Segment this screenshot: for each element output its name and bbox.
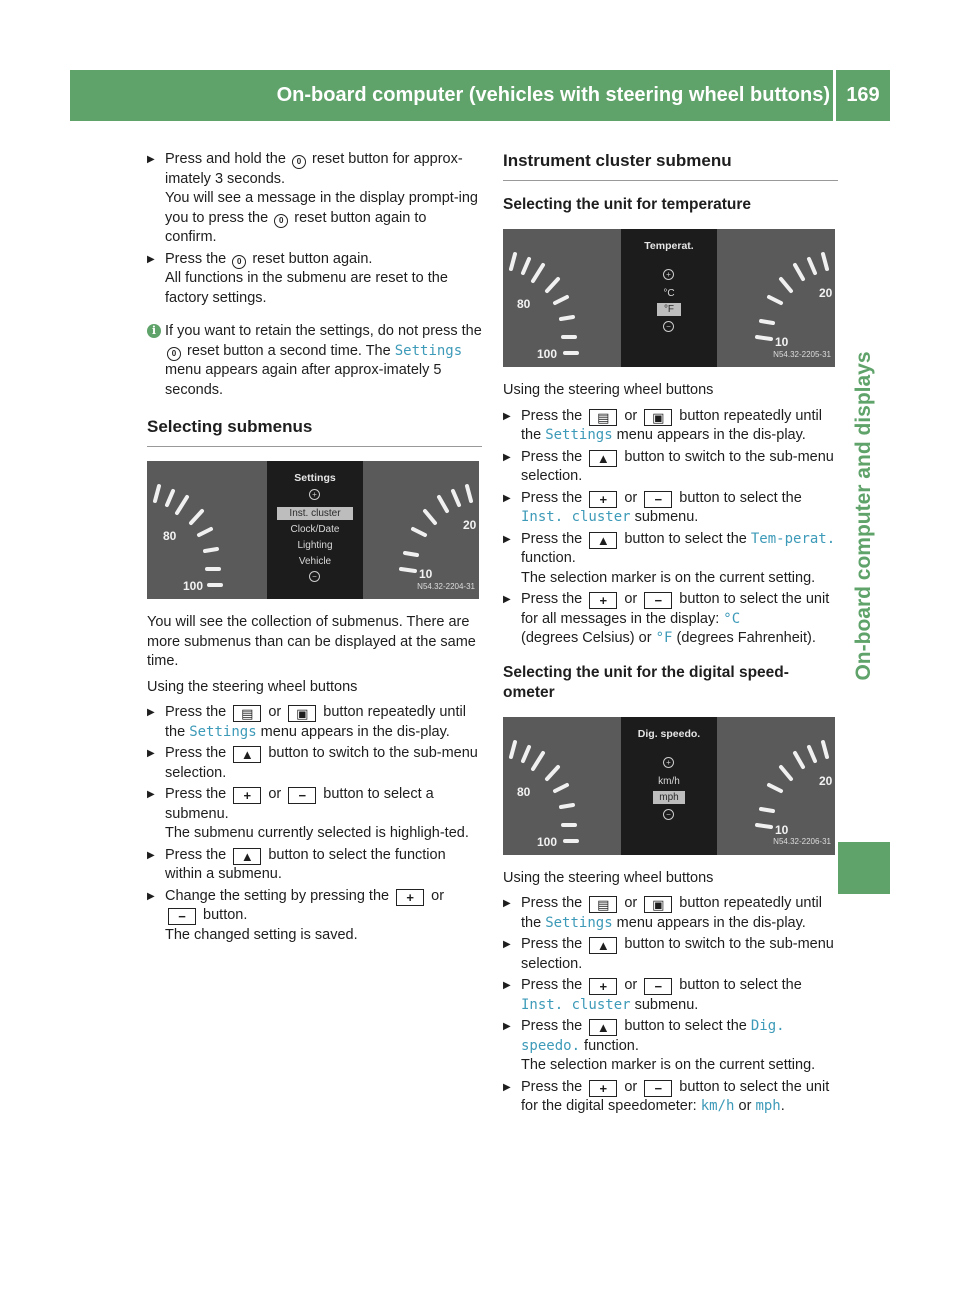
- display-title: Temperat.: [644, 240, 694, 252]
- step-text: or: [624, 977, 638, 993]
- step: [503, 1017, 838, 1076]
- step-reset-hold: [147, 150, 482, 248]
- step-text: menu appears in the dis-play.: [616, 914, 806, 931]
- subsection-heading: Selecting the unit for the digital speed-ometer: [503, 663, 789, 701]
- figure-code: N54.32-2206-31: [773, 837, 831, 846]
- plus-button-icon: +: [589, 1080, 617, 1097]
- display-code: Settings: [394, 342, 463, 359]
- up-arrow-button-icon: ▲: [233, 746, 261, 763]
- step-text: (degrees Celsius) or: [521, 630, 652, 646]
- plus-button-icon: +: [589, 491, 617, 508]
- step-text: button to switch to the sub-menu selection.: [165, 745, 478, 781]
- gauge-label: 100: [183, 579, 204, 593]
- gauge-label: 100: [537, 834, 558, 849]
- step: [503, 976, 838, 1015]
- subsection-heading: Selecting the unit for temperature: [503, 196, 752, 213]
- display-code: Settings: [545, 914, 613, 931]
- step-text: Press the: [165, 846, 227, 863]
- step-text: button to select the unit for all messages in the display:: [521, 591, 830, 627]
- gauge-label: 80: [163, 529, 177, 543]
- step-text: button repeatedly until the: [521, 895, 822, 931]
- step-text: button to select the: [679, 489, 802, 506]
- step-text: submenu.: [634, 509, 699, 525]
- temperature-figure: [503, 229, 835, 367]
- info-note: [147, 322, 482, 400]
- step: [503, 1078, 838, 1117]
- down-indicator-icon: −: [309, 571, 320, 582]
- speedometer-figure: [503, 717, 835, 855]
- step-text: button to switch to the sub-menu selection.: [521, 936, 834, 972]
- step-text: Press the: [521, 407, 583, 424]
- step-text: or: [738, 1098, 752, 1114]
- step-text: or: [624, 591, 638, 607]
- step-text: reset button for approx-imately 3 seconds.: [165, 151, 463, 187]
- step-text: or: [431, 887, 445, 904]
- display-code: °C: [723, 610, 741, 627]
- down-indicator-icon: −: [663, 321, 674, 332]
- step-text: menu appears in the dis-play.: [260, 723, 450, 740]
- step-text: or: [624, 895, 638, 911]
- gauge-label: 80: [517, 784, 531, 799]
- display-code: Settings: [189, 723, 257, 740]
- plus-button-icon: +: [589, 592, 617, 609]
- up-arrow-button-icon: ▲: [589, 937, 617, 954]
- step: [147, 703, 482, 742]
- gauge-label: 20: [819, 286, 833, 300]
- display-code: Inst. cluster: [521, 509, 631, 525]
- step-text: button to select a submenu.: [165, 786, 434, 822]
- step-text: Press the: [521, 895, 583, 911]
- step: [503, 448, 838, 487]
- minus-button-icon: −: [644, 978, 672, 995]
- display-item: Lighting: [297, 540, 333, 551]
- step-text: menu appears in the dis-play.: [616, 427, 806, 443]
- step: [147, 846, 482, 885]
- gauge-label: 20: [463, 518, 477, 532]
- info-text: If you want to retain the settings, do not press the: [165, 323, 482, 339]
- forward-button-icon: ▣: [644, 896, 672, 913]
- step-text: button to select the unit for the digital speedometer:: [521, 1078, 830, 1114]
- back-button-icon: ▤: [233, 705, 261, 722]
- gauge-label: 10: [775, 822, 789, 837]
- display-code: Inst. cluster: [521, 996, 631, 1013]
- left-column: [147, 150, 482, 947]
- up-arrow-button-icon: ▲: [589, 450, 617, 467]
- step-text: The selection marker is on the current setting.: [521, 569, 816, 586]
- step-text: Press the: [521, 448, 583, 465]
- step-text: button.: [203, 907, 248, 923]
- gauge-label: 100: [537, 347, 558, 361]
- step: [147, 744, 482, 783]
- up-indicator-icon: +: [663, 757, 674, 768]
- up-indicator-icon: +: [309, 489, 320, 500]
- display-code: Tem-perat.: [750, 530, 836, 547]
- step-text: Press the: [521, 1078, 583, 1095]
- step-text: Press the: [521, 977, 583, 993]
- display-code: Dig. speedo.: [521, 1018, 785, 1054]
- forward-button-icon: ▣: [644, 409, 672, 426]
- display-code: mph: [755, 1098, 781, 1114]
- step-text: button to select the: [624, 530, 747, 547]
- display-code: Settings: [545, 427, 613, 443]
- step: [503, 894, 838, 933]
- display-title: Settings: [294, 472, 336, 484]
- plus-button-icon: +: [589, 978, 617, 995]
- step-text: Press the: [521, 530, 583, 547]
- right-column: [503, 150, 838, 1119]
- step: [147, 887, 482, 946]
- step-text: button to select the: [679, 977, 802, 993]
- up-arrow-button-icon: ▲: [233, 848, 261, 865]
- side-tab-marker: [838, 842, 890, 894]
- step-reset-again: [147, 250, 482, 309]
- info-text: reset button a second time. The: [187, 342, 391, 359]
- reset-button-icon: 0: [167, 347, 181, 361]
- figure-code: N54.32-2204-31: [417, 581, 475, 591]
- step: [503, 489, 838, 528]
- step: [503, 407, 838, 446]
- info-icon: i: [147, 324, 161, 338]
- display-screen: [621, 229, 717, 367]
- display-item: km/h: [658, 775, 680, 787]
- paragraph: Using the steering wheel buttons: [503, 869, 714, 886]
- minus-button-icon: −: [644, 592, 672, 609]
- display-item: °C: [663, 288, 675, 299]
- step-text: button repeatedly until the: [165, 704, 466, 740]
- reset-button-icon: 0: [232, 255, 246, 269]
- paragraph: You will see the collection of submenus. There are more submenus than can be displayed at the same time.: [147, 614, 476, 669]
- step-text: Press the: [521, 489, 583, 506]
- step: [503, 590, 838, 649]
- step-text: You will see a message in the display prompt-ing you to press the: [165, 190, 478, 226]
- up-arrow-button-icon: ▲: [589, 1019, 617, 1036]
- step-text: button to select the function within a submenu.: [165, 846, 446, 882]
- reset-button-icon: 0: [292, 155, 306, 169]
- display-code: °F: [655, 630, 673, 646]
- section-heading: Selecting submenus: [147, 416, 482, 447]
- gauge-label: 10: [775, 335, 789, 349]
- step-text: Press the: [165, 786, 227, 802]
- step-text: reset button again to confirm.: [165, 209, 427, 245]
- step-text: or: [268, 704, 282, 720]
- step-text: Press the: [165, 745, 227, 761]
- step-text: button to select the: [624, 1018, 747, 1034]
- info-text: menu appears again after approx-imately 5 seconds.: [165, 362, 442, 398]
- step-text: All functions in the submenu are reset to the factory settings.: [165, 270, 448, 306]
- display-item-selected: °F: [657, 303, 681, 316]
- down-indicator-icon: −: [663, 809, 674, 820]
- plus-button-icon: +: [396, 889, 424, 906]
- display-screen: [267, 461, 363, 599]
- display-item: Clock/Date: [290, 524, 340, 535]
- side-tab: [838, 121, 890, 681]
- reset-button-icon: 0: [274, 214, 288, 228]
- step-text: Change the setting by pressing the: [165, 887, 390, 904]
- step-text: function.: [521, 550, 576, 566]
- display-item-selected: Inst. cluster: [277, 507, 353, 520]
- page-header: [70, 70, 890, 121]
- back-button-icon: ▤: [589, 409, 617, 426]
- step-text: The submenu currently selected is highligh-ted.: [165, 825, 469, 841]
- step-text: Press the: [521, 591, 583, 607]
- display-screen: [621, 717, 717, 855]
- display-item-selected: mph: [653, 791, 685, 804]
- paragraph: Using the steering wheel buttons: [503, 382, 714, 398]
- minus-button-icon: −: [644, 1080, 672, 1097]
- step-text: button repeatedly until the: [521, 407, 822, 443]
- step: [147, 785, 482, 844]
- minus-button-icon: −: [168, 908, 196, 925]
- step-text: Press and hold the: [165, 151, 286, 167]
- step-text: The changed setting is saved.: [165, 926, 358, 943]
- gauge-label: 80: [517, 297, 531, 311]
- step-text: submenu.: [634, 996, 699, 1013]
- step-text: or: [624, 489, 638, 506]
- step: [503, 935, 838, 974]
- display-code: km/h: [700, 1098, 735, 1114]
- side-tab-label: On-board computer and displays: [852, 351, 875, 681]
- step-text: Press the: [521, 1018, 583, 1034]
- step: [503, 530, 838, 589]
- step-text: function.: [584, 1037, 639, 1054]
- back-button-icon: ▤: [589, 896, 617, 913]
- header-title: On-board computer (vehicles with steering wheel buttons): [276, 84, 830, 106]
- display-title: Dig. speedo.: [637, 727, 701, 740]
- step-text: Press the: [165, 250, 227, 267]
- paragraph: Using the steering wheel buttons: [147, 678, 358, 695]
- minus-button-icon: −: [644, 491, 672, 508]
- step-text: Press the: [165, 704, 227, 720]
- step-text: The selection marker is on the current setting.: [521, 1057, 816, 1073]
- plus-button-icon: +: [233, 787, 261, 804]
- page-number: 169: [846, 84, 880, 106]
- minus-button-icon: −: [288, 787, 316, 804]
- up-arrow-button-icon: ▲: [589, 532, 617, 549]
- instrument-cluster-figure: [147, 461, 479, 599]
- up-indicator-icon: +: [663, 269, 674, 280]
- step-text: .: [780, 1098, 785, 1114]
- step-text: or: [624, 1078, 638, 1095]
- gauge-label: 10: [419, 567, 433, 581]
- step-text: button to switch to the sub-menu selection.: [521, 448, 834, 484]
- step-text: reset button again.: [252, 250, 373, 267]
- display-item: Vehicle: [298, 556, 332, 567]
- step-text: (degrees Fahrenheit).: [676, 630, 816, 646]
- step-text: or: [268, 786, 282, 802]
- forward-button-icon: ▣: [288, 705, 316, 722]
- step-text: Press the: [521, 936, 583, 952]
- step-text: or: [624, 407, 638, 424]
- section-heading: Instrument cluster submenu: [503, 150, 838, 181]
- figure-code: N54.32-2205-31: [773, 349, 831, 359]
- gauge-label: 20: [819, 773, 833, 788]
